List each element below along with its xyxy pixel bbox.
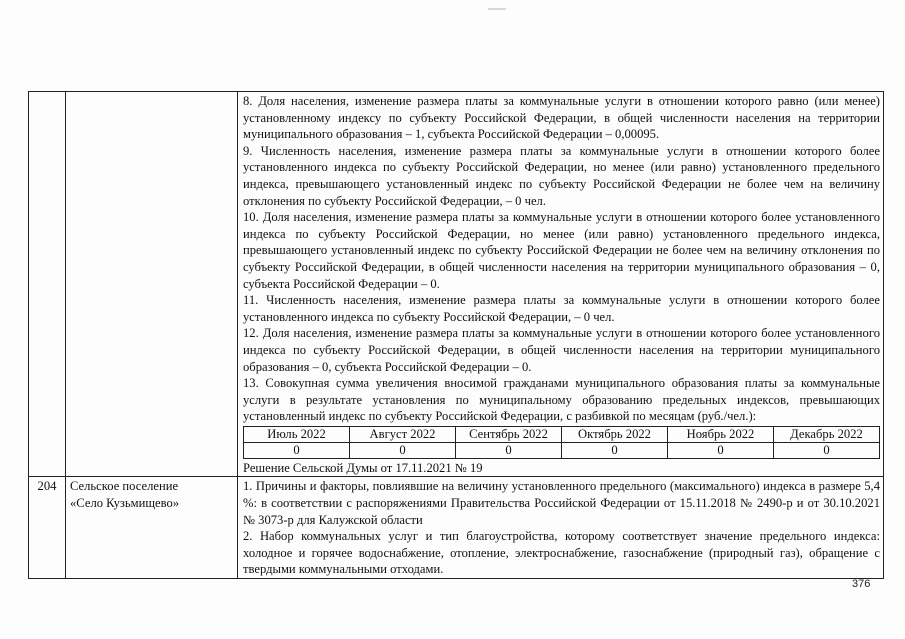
table-row bbox=[29, 477, 884, 579]
index-info-cell bbox=[238, 92, 884, 477]
municipality-name-line: Сельское поселение bbox=[70, 479, 179, 494]
scan-artifact bbox=[488, 8, 506, 10]
month-value: 0 bbox=[668, 442, 774, 458]
paragraph-1: 1. Причины и факторы, повлиявшие на величину установленного предельного (максимального) индекса в размере 5,4 %: в соответствии с распоряжениями Правительства Российской Федерации от 15.11.2018 № 2490-р и от 30.10.2021 № 3073-р для Калужской области bbox=[243, 479, 880, 527]
month-value: 0 bbox=[350, 442, 456, 458]
page-number: 376 bbox=[852, 578, 871, 590]
paragraph-8: 8. Доля населения, изменение размера платы за коммунальные услуги в отношении которого равно (или менее) установленному индексу по субъекту Российской Федерации, в общей численности населения на территории муниципального образования – 1, субъекта Российской Федерации – 0,00095. bbox=[243, 94, 880, 142]
table-row bbox=[29, 92, 884, 477]
paragraph-9: 9. Численность населения, изменение размера платы за коммунальные услуги в отношении которого более установленного индекса по субъекту Российской Федерации, но менее (или равно) установленного предельного индекса, превышающего установленный индекс по субъекту Российской Федерации не более чем на величину отклонения по субъекту Российской Федерации, – 0 чел. bbox=[243, 143, 880, 208]
month-value: 0 bbox=[562, 442, 668, 458]
paragraph-2: 2. Набор коммунальных услуг и тип благоустройства, которому соответствует значение предельного индекса: холодное и горячее водоснабжение, отопление, электроснабжение, газоснабжение (природный газ), обращение с твердыми коммунальными отходами. bbox=[243, 529, 880, 577]
month-header: Август 2022 bbox=[350, 426, 456, 442]
decision-reference: Решение Сельской Думы от 17.11.2021 № 19 bbox=[243, 460, 483, 475]
month-header: Сентябрь 2022 bbox=[456, 426, 562, 442]
paragraph-12: 12. Доля населения, изменение размера платы за коммунальные услуги в отношении которого более установленного индекса по субъекту Российской Федерации, в общей численности населения на территории муниципального образования – 0, субъекта Российской Федерации – 0. bbox=[243, 326, 880, 374]
month-value: 0 bbox=[244, 442, 350, 458]
paragraph-10: 10. Доля населения, изменение размера платы за коммунальные услуги в отношении которого более установленного индекса по субъекту Российской Федерации, но менее (или равно) установленного предельного индекса, превышающего установленный индекс по субъекту Российской Федерации не более чем на величину отклонения по субъекту Российской Федерации, в общей численности населения на территории муниципального образования – 0, субъекта Российской Федерации – 0. bbox=[243, 210, 880, 291]
monthly-amounts-table bbox=[243, 426, 880, 459]
month-header-row bbox=[244, 426, 880, 442]
month-value: 0 bbox=[774, 442, 880, 458]
row-number-cell bbox=[29, 92, 66, 477]
month-header: Декабрь 2022 bbox=[774, 426, 880, 442]
municipality-name-cell bbox=[66, 92, 238, 477]
row-number-cell bbox=[29, 477, 66, 579]
month-header: Ноябрь 2022 bbox=[668, 426, 774, 442]
row-number: 204 bbox=[37, 479, 57, 494]
index-info-cell bbox=[238, 477, 884, 579]
month-header: Июль 2022 bbox=[244, 426, 350, 442]
month-header: Октябрь 2022 bbox=[562, 426, 668, 442]
month-value-row bbox=[244, 442, 880, 458]
month-value: 0 bbox=[456, 442, 562, 458]
municipality-name-cell bbox=[66, 477, 238, 579]
paragraph-13: 13. Совокупная сумма увеличения вносимой гражданами муниципального образования платы за коммунальные услуги в результате установления по муниципальному образованию предельных индексов, превышающих установленный индекс по субъекту Российской Федерации, с разбивкой по месяцам (руб./чел.): bbox=[243, 376, 880, 424]
paragraph-11: 11. Численность населения, изменение размера платы за коммунальные услуги в отношении которого более установленного индекса по субъекту Российской Федерации, – 0 чел. bbox=[243, 293, 880, 324]
regional-index-table bbox=[28, 91, 884, 579]
municipality-name-line: «Село Кузьмищево» bbox=[70, 496, 180, 511]
